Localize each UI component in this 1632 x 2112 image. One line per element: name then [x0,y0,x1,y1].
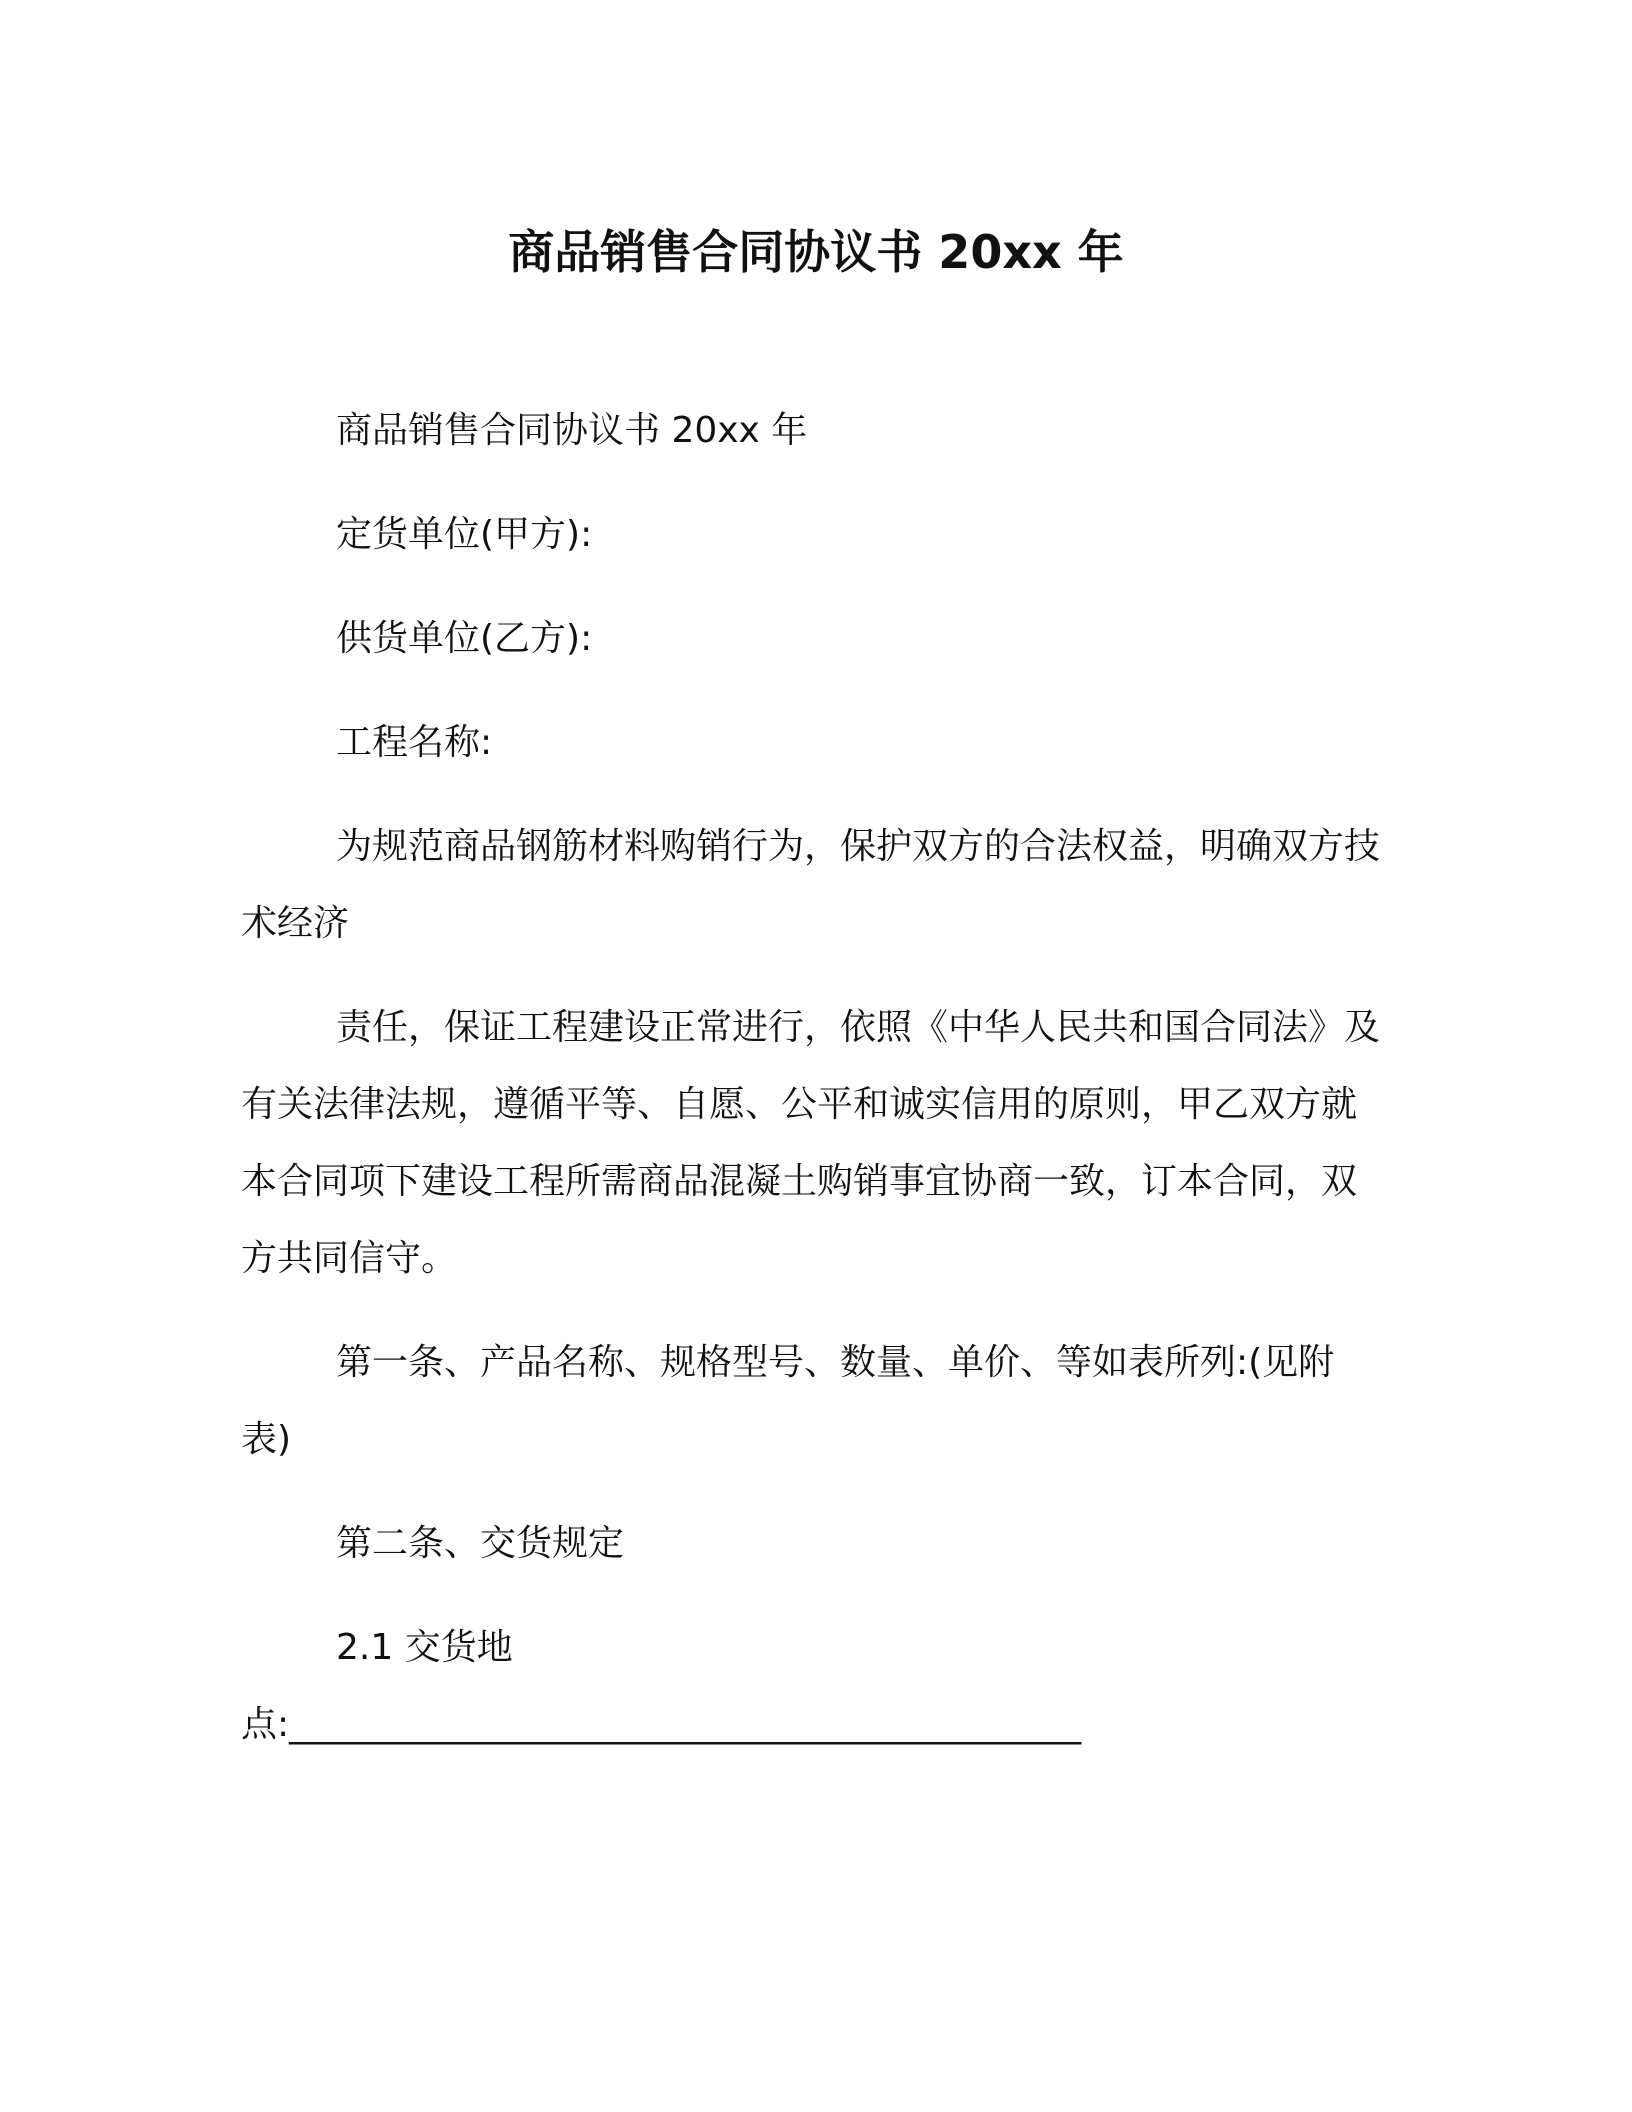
document-body [241,392,1381,1763]
paragraph-responsibility: 责任，保证工程建设正常进行，依照《中华人民共和国合同法》及有关法律法规，遵循平等、自愿、公平和诚实信用的原则，甲乙双方就本合同项下建设工程所需商品混凝土购销事宜协商一致，订本合同，双方共同信守。 [241,1007,1381,1279]
document-title: 商品销售合同协议书 20xx 年 [508,225,1124,279]
paragraph-article-one: 第一条、产品名称、规格型号、数量、单价、等如表所列:(见附表) [241,1342,1335,1460]
paragraph-article-two: 第二条、交货规定 [336,1523,625,1564]
paragraph-supplier: 供货单位(乙方): [336,618,593,659]
paragraph-buyer: 定货单位(甲方): [336,514,593,555]
delivery-location-line: 点:____________________________________________ [241,1704,1082,1745]
paragraph-purpose: 为规范商品钢筋材料购销行为，保护双方的合法权益，明确双方技术经济 [241,826,1381,944]
paragraph-heading: 商品销售合同协议书 20xx 年 [336,410,808,451]
paragraph-project-name: 工程名称: [336,722,493,763]
paragraph-delivery-location: 2.1 交货地 [336,1627,513,1668]
